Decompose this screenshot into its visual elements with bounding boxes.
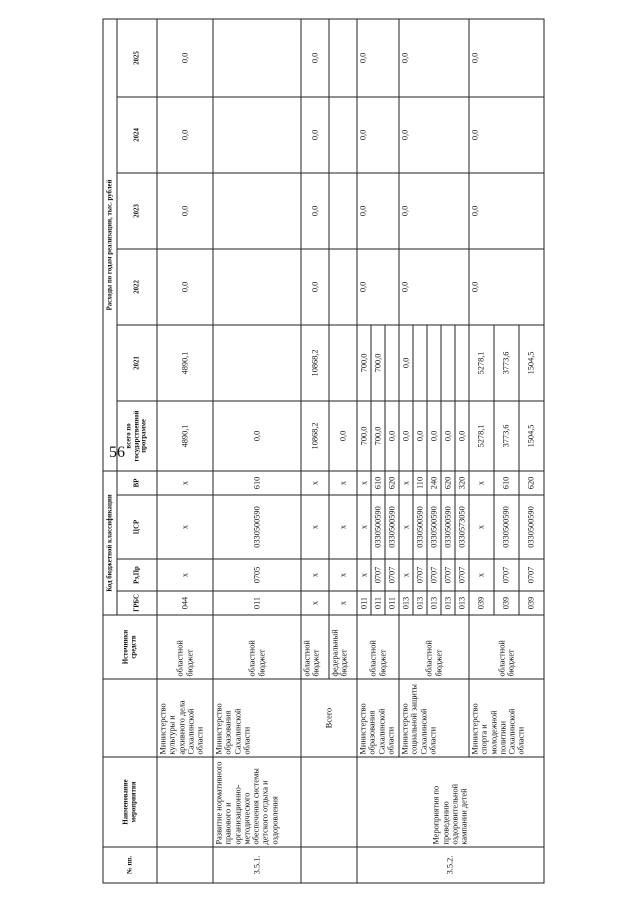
header-2025: 2025 — [117, 18, 157, 96]
table-row — [301, 18, 329, 882]
rotated-table-container — [103, 23, 536, 883]
cell-2022: 0,0 — [399, 248, 469, 324]
cell-total: 0,0 — [441, 400, 455, 470]
cell-2025: 0,0 — [357, 18, 399, 96]
cell-vr: х — [469, 470, 494, 494]
cell-2024: 0,0 — [357, 96, 399, 172]
cell-2022: 0,0 — [157, 248, 213, 324]
cell-grbs: 013 — [413, 591, 427, 615]
cell-csr: 0330500590 — [494, 495, 519, 559]
cell-csr: 0330500590 — [385, 495, 399, 559]
cell-source: областной бюджет — [399, 615, 469, 679]
cell-no: 3.5.1. — [213, 847, 301, 883]
cell-source: федеральный бюджет — [329, 615, 357, 679]
header-event-name: Наименование мероприятия — [103, 757, 157, 847]
table-body — [157, 18, 544, 882]
cell-2021 — [441, 324, 455, 400]
cell-total: 700,0 — [357, 400, 371, 470]
cell-total: 1504,5 — [519, 400, 544, 470]
cell-2024 — [213, 96, 301, 172]
cell-2021 — [427, 324, 441, 400]
table-row — [157, 18, 213, 882]
cell-csr: 0330500590 — [213, 495, 301, 559]
cell-total: 5278,1 — [469, 400, 494, 470]
cell-source: областной бюджет — [357, 615, 399, 679]
cell-2021 — [329, 324, 357, 400]
header-grbs: ГРБС — [117, 591, 157, 615]
cell-csr: 0330500590 — [371, 495, 385, 559]
cell-performer: Министерство образования Сахалинской области — [213, 679, 301, 757]
cell-rzpr: х — [157, 559, 213, 591]
cell-2024: 0,0 — [157, 96, 213, 172]
cell-total: 700,0 — [371, 400, 385, 470]
cell-event — [301, 757, 357, 847]
cell-no: 3.5.2. — [357, 847, 544, 883]
cell-2025: 0,0 — [469, 18, 544, 96]
cell-vr: 620 — [519, 470, 544, 494]
cell-grbs: 013 — [441, 591, 455, 615]
cell-2022: 0,0 — [301, 248, 329, 324]
cell-performer: Министерство культуры и архивного дела Сахалинской области — [157, 679, 213, 757]
cell-source: областной бюджет — [157, 615, 213, 679]
header-csr: ЦСР — [117, 495, 157, 559]
cell-2025 — [213, 18, 301, 96]
header-no: № пп. — [103, 847, 157, 883]
cell-grbs: 011 — [357, 591, 371, 615]
cell-grbs: 011 — [385, 591, 399, 615]
cell-vr: 610 — [494, 470, 519, 494]
cell-2025: 0,0 — [157, 18, 213, 96]
cell-csr: х — [469, 495, 494, 559]
cell-vr: х — [329, 470, 357, 494]
header-vr: ВР — [117, 470, 157, 494]
cell-csr: х — [399, 495, 413, 559]
cell-2021: 5278,1 — [469, 324, 494, 400]
cell-2021 — [213, 324, 301, 400]
cell-rzpr: 0707 — [385, 559, 399, 591]
cell-vr: 610 — [371, 470, 385, 494]
table-row — [469, 18, 494, 882]
cell-vr: х — [157, 470, 213, 494]
cell-total: 0,0 — [455, 400, 469, 470]
cell-vr: 110 — [413, 470, 427, 494]
cell-2023: 0,0 — [301, 172, 329, 248]
header-budget-code: Код бюджетной классификации — [103, 470, 117, 614]
cell-grbs: 039 — [494, 591, 519, 615]
cell-total: 0,0 — [427, 400, 441, 470]
cell-rzpr: х — [329, 559, 357, 591]
cell-2022 — [213, 248, 301, 324]
cell-2025: 0,0 — [399, 18, 469, 96]
expenditure-table — [103, 18, 545, 883]
cell-2023: 0,0 — [469, 172, 544, 248]
cell-rzpr: х — [357, 559, 371, 591]
cell-2021 — [413, 324, 427, 400]
header-sources: Источники средств — [103, 615, 157, 679]
cell-total: 0,0 — [399, 400, 413, 470]
header-years-group: Расходы по годам реализации, тыс. рублей — [103, 18, 117, 470]
cell-csr: х — [301, 495, 329, 559]
cell-event: Мероприятия по проведению оздоровительной кампании детей — [357, 757, 544, 847]
cell-rzpr: х — [469, 559, 494, 591]
page-number: 56 — [109, 444, 125, 461]
cell-grbs: 011 — [371, 591, 385, 615]
header-2022: 2022 — [117, 248, 157, 324]
cell-grbs: 039 — [519, 591, 544, 615]
cell-event: Развитие нормативного правового и организационно-методического обеспечения системы детского отдыха и оздоровления — [213, 757, 301, 847]
cell-2021: 1504,5 — [519, 324, 544, 400]
cell-2021: 4890,1 — [157, 324, 213, 400]
cell-grbs: х — [329, 591, 357, 615]
cell-performer: Министерство спорта и молодежной политики Сахалинской области — [469, 679, 544, 757]
header-2024: 2024 — [117, 96, 157, 172]
cell-2024: 0,0 — [399, 96, 469, 172]
cell-2022 — [329, 248, 357, 324]
cell-2023: 0,0 — [157, 172, 213, 248]
cell-performer: Всего — [301, 679, 357, 757]
cell-no — [157, 847, 213, 883]
cell-2021: 700,0 — [371, 324, 385, 400]
cell-2021: 0,0 — [399, 324, 413, 400]
cell-vr: 240 — [427, 470, 441, 494]
cell-grbs: 044 — [157, 591, 213, 615]
cell-grbs: 013 — [399, 591, 413, 615]
cell-2024 — [329, 96, 357, 172]
cell-2025 — [329, 18, 357, 96]
cell-grbs: 013 — [455, 591, 469, 615]
cell-rzpr: х — [399, 559, 413, 591]
cell-rzpr: 0707 — [494, 559, 519, 591]
cell-csr: 0330500590 — [413, 495, 427, 559]
cell-csr: 0330573050 — [455, 495, 469, 559]
cell-rzpr: 0707 — [427, 559, 441, 591]
cell-vr: х — [399, 470, 413, 494]
header-total: всего по государственной программе — [117, 400, 157, 470]
cell-2024: 0,0 — [469, 96, 544, 172]
cell-2023 — [213, 172, 301, 248]
header-rzpr: Рз,Пр — [117, 559, 157, 591]
cell-rzpr: 0707 — [371, 559, 385, 591]
cell-total: 0,0 — [385, 400, 399, 470]
cell-vr: 620 — [385, 470, 399, 494]
cell-total: 4890,1 — [157, 400, 213, 470]
cell-total: 3773,6 — [494, 400, 519, 470]
header-performer — [103, 679, 157, 757]
cell-2022: 0,0 — [357, 248, 399, 324]
cell-2023: 0,0 — [399, 172, 469, 248]
cell-source: областной бюджет — [213, 615, 301, 679]
cell-no — [301, 847, 357, 883]
cell-vr: х — [301, 470, 329, 494]
cell-rzpr: 0705 — [213, 559, 301, 591]
cell-grbs: х — [301, 591, 329, 615]
header-2023: 2023 — [117, 172, 157, 248]
table-header — [103, 18, 157, 882]
cell-2023: 0,0 — [357, 172, 399, 248]
table-row — [213, 18, 301, 882]
cell-grbs: 013 — [427, 591, 441, 615]
table-row — [357, 18, 371, 882]
cell-2021 — [455, 324, 469, 400]
cell-2025: 0,0 — [301, 18, 329, 96]
cell-csr: х — [157, 495, 213, 559]
table-row — [399, 18, 413, 882]
cell-total: 0,0 — [213, 400, 301, 470]
cell-vr: 620 — [441, 470, 455, 494]
cell-grbs: 011 — [213, 591, 301, 615]
header-2021: 2021 — [117, 324, 157, 400]
cell-performer: Министерство социальной защиты Сахалинской области — [399, 679, 469, 757]
cell-csr: х — [329, 495, 357, 559]
cell-rzpr: 0707 — [441, 559, 455, 591]
cell-2021: 700,0 — [357, 324, 371, 400]
cell-2022: 0,0 — [469, 248, 544, 324]
cell-csr: 0330500590 — [519, 495, 544, 559]
cell-csr: х — [357, 495, 371, 559]
cell-performer: Министерство образования Сахалинской области — [357, 679, 399, 757]
cell-total: 0,0 — [329, 400, 357, 470]
cell-2021: 3773,6 — [494, 324, 519, 400]
cell-rzpr: 0707 — [455, 559, 469, 591]
cell-total: 10868,2 — [301, 400, 329, 470]
cell-grbs: 039 — [469, 591, 494, 615]
cell-event — [157, 757, 213, 847]
cell-vr: х — [357, 470, 371, 494]
cell-2021: 10868,2 — [301, 324, 329, 400]
cell-total: 0,0 — [413, 400, 427, 470]
cell-vr: 320 — [455, 470, 469, 494]
cell-vr: 610 — [213, 470, 301, 494]
cell-2024: 0,0 — [301, 96, 329, 172]
cell-rzpr: х — [301, 559, 329, 591]
cell-rzpr: 0707 — [519, 559, 544, 591]
cell-source: областной бюджет — [301, 615, 329, 679]
cell-2023 — [329, 172, 357, 248]
cell-rzpr: 0707 — [413, 559, 427, 591]
cell-csr: 0330500590 — [427, 495, 441, 559]
cell-source: областной бюджет — [469, 615, 544, 679]
cell-2021 — [385, 324, 399, 400]
cell-csr: 0330500590 — [441, 495, 455, 559]
